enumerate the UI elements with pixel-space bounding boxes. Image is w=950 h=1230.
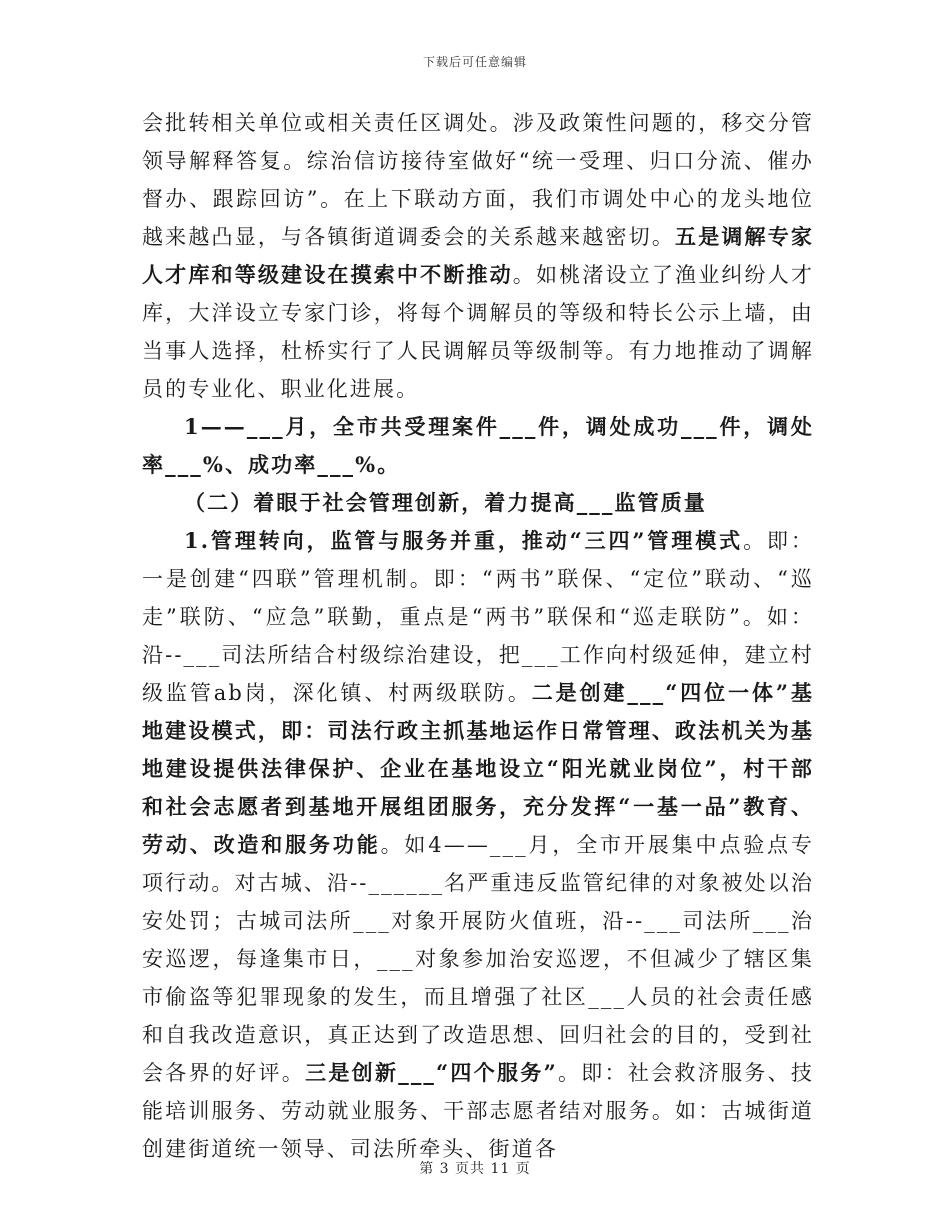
text-run-bold: 五是调解专家人才库和等级建设在摸索中不断推动 xyxy=(142,224,814,287)
paragraph-mediation xyxy=(142,104,814,408)
text-run-bold: 1.管理转向，监管与服务并重，推动“三四”管理模式 xyxy=(184,528,744,553)
paragraph-statistics xyxy=(142,408,814,484)
page-header: 下载后可任意编辑 xyxy=(422,55,527,69)
section-heading xyxy=(142,484,814,522)
text-run-bold: 二是创建___“四位一体”基地建设模式，即：司法行政主抓基地运作日常管理、政法机关为基地建设提供法律保护、企业在基地设立“阳光就业岗位”，村干部和社会志愿者到基地开展组团服务，充分发挥“一基一品”教育、劳动、改造和服务功能 xyxy=(142,680,814,857)
text-run-bold: 1——___月，全市共受理案件___件，调处成功___件，调处率___%、成功率___%。 xyxy=(142,414,814,477)
body-text xyxy=(142,104,814,1168)
page-footer: 第 3 页共 11 页 xyxy=(419,1161,531,1177)
text-run-bold: （二）着眼于社会管理创新，着力提高___监管质量 xyxy=(184,490,707,515)
text-run: 。如4——___月，全市开展集中点验点专项行动。对古城、沿--______名严重违反监管纪律的对象被处以治安处罚；古城司法所___对象开展防火值班，沿--___司法所___治安巡逻，每逢集市日，___对象参加治安巡逻，不但减少了辖区集市偷盗等犯罪现象的发生，而且增强了社区___人员的社会责任感和自我改造意识，真正达到了改造思想、回归社会的目的，受到社会各界的好评。 xyxy=(142,833,815,1085)
text-run: 。即：社会救济服务、技能培训服务、劳动就业服务、干部志愿者结对服务。如：古城街道创建街道统一领导、司法所牵头、街道各 xyxy=(142,1061,814,1161)
paragraph-management xyxy=(142,522,814,1168)
text-run: 。即：一是创建“四联”管理机制。即：“两书”联保、“定位”联动、“巡走”联防、“应急”联勤，重点是“两书”联保和“巡走联防”。如：沿--___司法所结合村级综治建设，把___工作向村级延伸，建立村级监管ab岗，深化镇、村两级联防。 xyxy=(142,529,814,705)
text-run: 。如桃渚设立了渔业纠纷人才库，大洋设立专家门诊，将每个调解员的等级和特长公示上墙，由当事人选择，杜桥实行了人民调解员等级制等。有力地推动了调解员的专业化、职业化进展。 xyxy=(142,263,814,401)
text-run-bold: 三是创新___“四个服务” xyxy=(305,1060,558,1085)
text-run: 会批转相关单位或相关责任区调处。涉及政策性问题的，移交分管领导解释答复。综治信访接待室做好“统一受理、归口分流、催办督办、跟踪回访”。在上下联动方面，我们市调处中心的龙头地位越来越凸显，与各镇街道调委会的关系越来越密切。 xyxy=(142,111,814,249)
